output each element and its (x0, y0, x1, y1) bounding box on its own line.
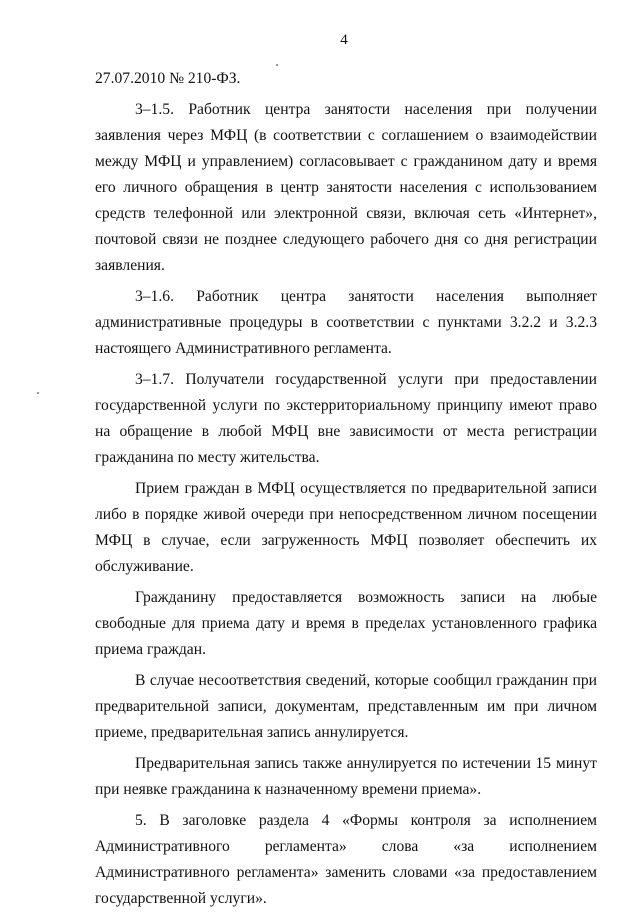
law-reference-line: 27.07.2010 № 210-ФЗ. (95, 70, 241, 87)
page-number: 4 (340, 32, 348, 48)
paragraph-5: 5. В заголовке раздела 4 «Формы контроля за исполнением Административного регламента» слова «за исполнением Административного регламента» заменить словами «за предоставлением государственной услуги». (95, 812, 597, 907)
paragraph-3-1-5: 3–1.5. Работник центра занятости населения при получении заявления через МФЦ (в соответствии с соглашением о взаимодействии между МФЦ и управлением) согласовывает с гражданином дату и время его личного обращения в центр занятости населения с использованием средств телефонной или электронной связи, включая сеть «Интернет», почтовой связи не позднее следующего рабочего дня со дня регистрации заявления. (95, 101, 597, 274)
margin-mark (37, 392, 39, 394)
paragraph-3-1-6: 3–1.6. Работник центра занятости населения выполняет административные процедуры в соответствии с пунктами 3.2.2 и 3.2.3 настоящего Административного регламента. (95, 288, 597, 357)
paragraph-appointment: Гражданину предоставляется возможность записи на любые свободные для приема дату и время в пределах установленного графика приема граждан. (95, 589, 597, 658)
paragraph-cancellation: Предварительная запись также аннулируется по истечении 15 минут при неявке гражданина к назначенному времени приема». (95, 755, 597, 798)
paragraph-mismatch: В случае несоответствия сведений, которые сообщил гражданин при предварительной записи, документам, представленным им при личном приеме, предварительная запись аннулируется. (95, 672, 597, 741)
paragraph-reception: Прием граждан в МФЦ осуществляется по предварительной записи либо в порядке живой очереди при непосредственном личном посещении МФЦ в случае, если загруженность МФЦ позволяет обеспечить их обслуживание. (95, 480, 597, 575)
document-body (95, 66, 597, 917)
paragraph-3-1-7: 3–1.7. Получатели государственной услуги при предоставлении государственной услуги по экстерриториальному принципу имеют право на обращение в любой МФЦ вне зависимости от места регистрации гражданина по месту жительства. (95, 371, 597, 466)
